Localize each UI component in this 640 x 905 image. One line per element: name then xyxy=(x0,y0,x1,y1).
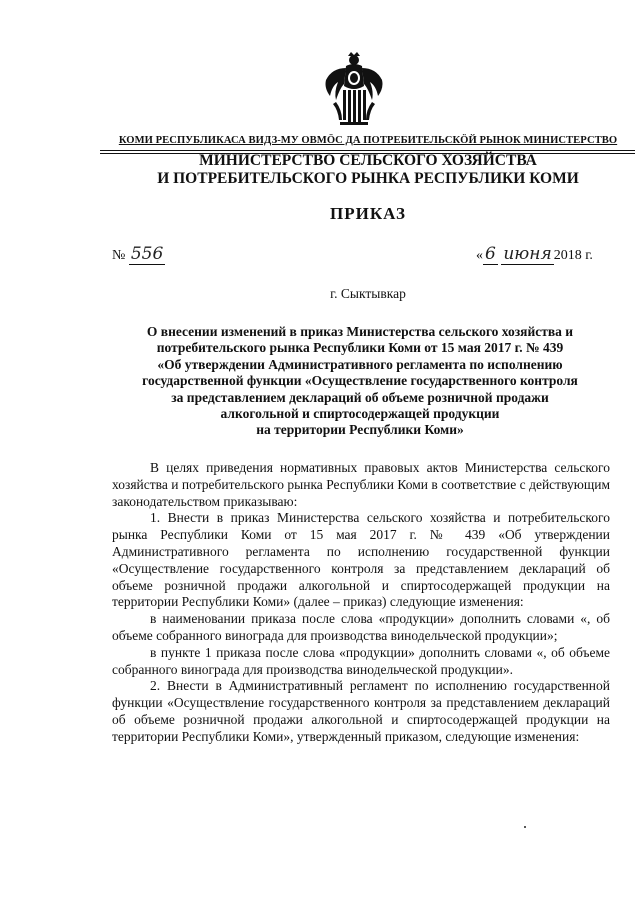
date-quote: « xyxy=(476,248,483,263)
ministry-line-2: И ПОТРЕБИТЕЛЬСКОГО РЫНКА РЕСПУБЛИКИ КОМИ xyxy=(157,170,579,187)
title-line: государственной функции «Осуществление государственного контроля xyxy=(142,373,578,389)
komi-ministry-name: КОМИ РЕСПУБЛИКАСА ВИДЗ-МУ ОВМÖС ДА ПОТРЕБИТЕЛЬСКÖЙ РЫНОК МИНИСТЕРСТВО xyxy=(118,135,618,146)
ministry-line-1: МИНИСТЕРСТВО СЕЛЬСКОГО ХОЗЯЙСТВА xyxy=(199,152,537,169)
handwritten-number: 556 xyxy=(130,244,164,264)
order-title xyxy=(110,324,610,439)
date-year: 2018 г. xyxy=(553,248,593,263)
title-line: алкогольной и спиртосодержащей продукции xyxy=(220,406,500,422)
header-rule xyxy=(100,150,635,151)
title-line: «Об утверждении Административного регламента по исполнению xyxy=(157,356,563,372)
body-paragraph: В целях приведения нормативных правовых актов Министерства сельского хозяйства и потребительского рынка Республики Коми в соответствие с действующим законодательством приказываю: xyxy=(112,460,610,509)
document-type: ПРИКАЗ xyxy=(330,204,406,223)
order-date xyxy=(476,244,593,264)
komi-emblem-icon xyxy=(322,52,386,126)
body-paragraph: в пункте 1 приказа после слова «продукции» дополнить словами «, об объеме собранного винограда для производства винодельческой продукции». xyxy=(112,644,610,677)
title-line: за представлением деклараций об объеме розничной продажи xyxy=(171,389,549,405)
order-body xyxy=(112,460,610,746)
number-sign: № xyxy=(112,248,126,263)
scan-speck xyxy=(524,826,526,828)
handwritten-day: 6 xyxy=(485,244,496,264)
city: г. Сыктывкар xyxy=(330,286,406,301)
body-paragraph: в наименовании приказа после слова «продукции» дополнить словами «, об объеме собранного винограда для производства винодельческой продукции»; xyxy=(112,611,610,643)
title-line: потребительского рынка Республики Коми от 15 мая 2017 г. № 439 xyxy=(156,340,564,356)
title-line: на территории Республики Коми» xyxy=(256,422,464,438)
body-paragraph: 1. Внести в приказ Министерства сельского хозяйства и потребительского рынка Республики Коми от 15 мая 2017 г. № 439 «Об утверждении Административного регламента по исполнению государственной функции «Осуществление государственного контроля за представлением деклараций об объеме розничной продажи алкогольной и спиртосодержащей продукции на территории Республики Коми» (далее – приказ) следующие изменения: xyxy=(112,510,610,610)
handwritten-month: июня xyxy=(503,244,552,264)
ministry-name xyxy=(104,152,632,188)
order-number xyxy=(112,244,165,264)
title-line: О внесении изменений в приказ Министерства сельского хозяйства и xyxy=(146,324,574,339)
body-paragraph: 2. Внести в Административный регламент по исполнению государственной функции «Осуществление государственного контроля за представлением деклараций об объеме розничной продажи алкогольной и спиртосодержащей продукции на территории Республики Коми», утвержденный приказом, следующие изменения: xyxy=(112,678,610,744)
